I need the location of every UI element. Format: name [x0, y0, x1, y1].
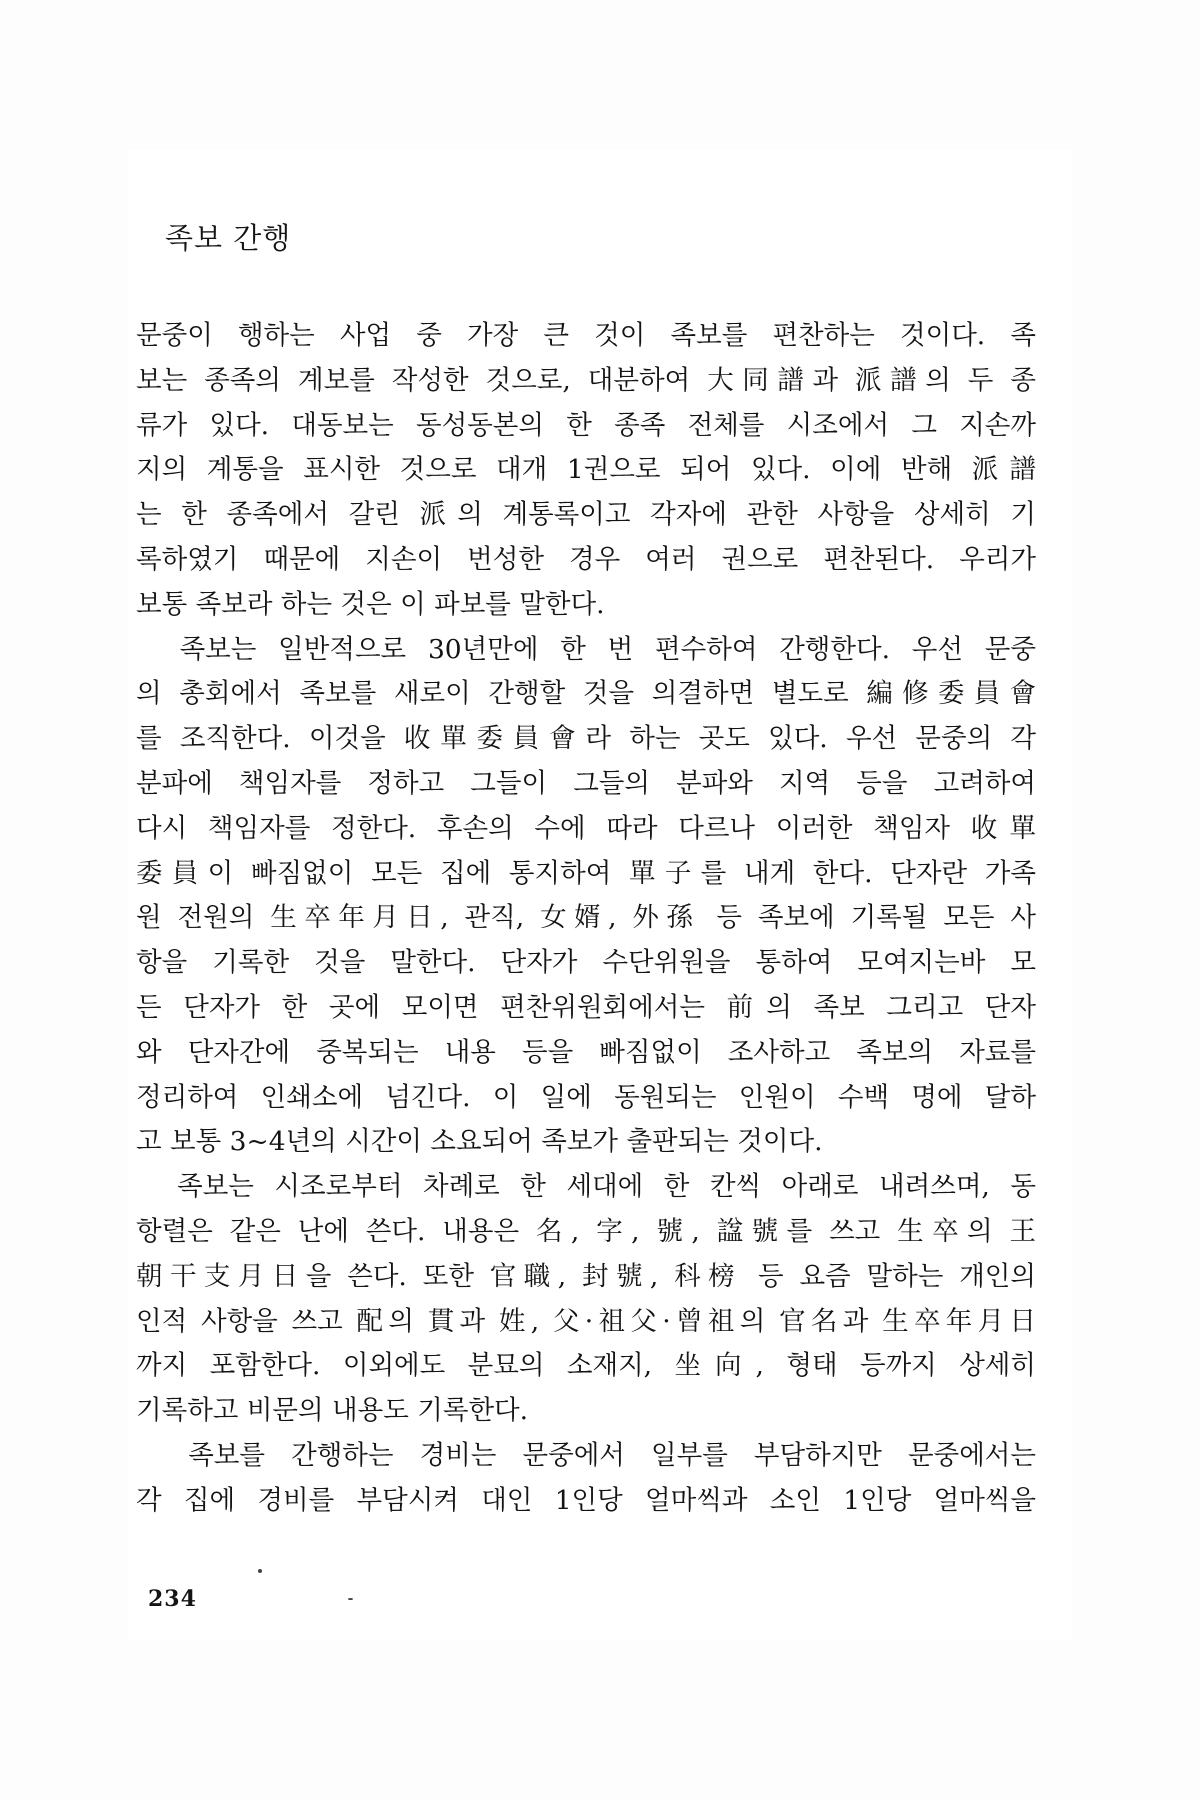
text-line: 항렬은 같은 난에 쓴다. 내용은 名, 字, 號, 諡號를 쓰고 生卒의 王	[136, 1215, 1036, 1247]
text-line: 인적 사항을 쓰고 配의 貫과 姓, 父·祖父·曾祖의 官名과 生卒年月日	[136, 1305, 1036, 1337]
text-line: 류가 있다. 대동보는 동성동본의 한 종족 전체를 시조에서 그 지손까	[136, 409, 1036, 441]
text-line: 각 집에 경비를 부담시켜 대인 1인당 얼마씩과 소인 1인당 얼마씩을	[136, 1484, 1036, 1516]
text-line: 보는 종족의 계보를 작성한 것으로, 대분하여 大同譜과 派譜의 두 종	[136, 364, 1036, 396]
text-line: 朝干支月日을 쓴다. 또한 官職, 封號, 科榜 등 요즘 말하는 개인의	[136, 1260, 1036, 1292]
text-line: 委員이 빠짐없이 모든 집에 통지하여 單子를 내게 한다. 단자란 가족	[136, 857, 1036, 889]
text-line: 를 조직한다. 이것을 收單委員會라 하는 곳도 있다. 우선 문중의 각	[136, 723, 1036, 755]
text-line: 항을 기록한 것을 말한다. 단자가 수단위원을 통하여 모여지는바 모	[136, 947, 1036, 979]
page-number: 234	[148, 1586, 197, 1612]
text-line: 의 총회에서 족보를 새로이 간행할 것을 의결하면 별도로 編修委員會	[136, 678, 1036, 710]
text-line: 와 단자간에 중복되는 내용 등을 빠짐없이 조사하고 족보의 자료를	[136, 1036, 1036, 1068]
text-line: 다시 책임자를 정한다. 후손의 수에 따라 다르나 이러한 책임자 收單	[136, 812, 1036, 844]
text-line: 족보를 간행하는 경비는 문중에서 일부를 부담하지만 문중에서는	[136, 1439, 1036, 1471]
text-line: 기록하고 비문의 내용도 기록한다.	[136, 1395, 529, 1427]
text-line: 족보는 일반적으로 30년만에 한 번 편수하여 간행한다. 우선 문중	[136, 633, 1036, 665]
text-line: 는 한 종족에서 갈린 派의 계통록이고 각자에 관한 사항을 상세히 기	[136, 499, 1036, 531]
text-line: 족보는 시조로부터 차례로 한 세대에 한 칸씩 아래로 내려쓰며, 동	[136, 1171, 1036, 1203]
text-line: 보통 족보라 하는 것은 이 파보를 말한다.	[136, 588, 605, 620]
text-line: 고 보통 3~4년의 시간이 소요되어 족보가 출판되는 것이다.	[136, 1126, 823, 1158]
text-line: 든 단자가 한 곳에 모이면 편찬위원회에서는 前의 족보 그리고 단자	[136, 991, 1036, 1023]
section-title: 족보 간행	[165, 221, 292, 255]
text-line: 록하였기 때문에 지손이 번성한 경우 여러 권으로 편찬된다. 우리가	[136, 543, 1036, 575]
text-line: 지의 계통을 표시한 것으로 대개 1권으로 되어 있다. 이에 반해 派譜	[136, 454, 1036, 486]
ink-speck	[258, 1569, 262, 1573]
text-line: 분파에 책임자를 정하고 그들이 그들의 분파와 지역 등을 고려하여	[136, 767, 1036, 799]
text-line: 원 전원의 生卒年月日, 관직, 女婿, 外孫 등 족보에 기록될 모든 사	[136, 902, 1036, 934]
text-line: 문중이 행하는 사업 중 가장 큰 것이 족보를 편찬하는 것이다. 족	[136, 320, 1036, 351]
text-line: 정리하여 인쇄소에 넘긴다. 이 일에 동원되는 인원이 수백 명에 달하	[136, 1081, 1036, 1113]
text-line: 까지 포함한다. 이외에도 분묘의 소재지, 坐向, 형태 등까지 상세히	[136, 1350, 1036, 1382]
body-text	[136, 314, 1036, 1524]
ink-speck	[348, 1598, 353, 1600]
